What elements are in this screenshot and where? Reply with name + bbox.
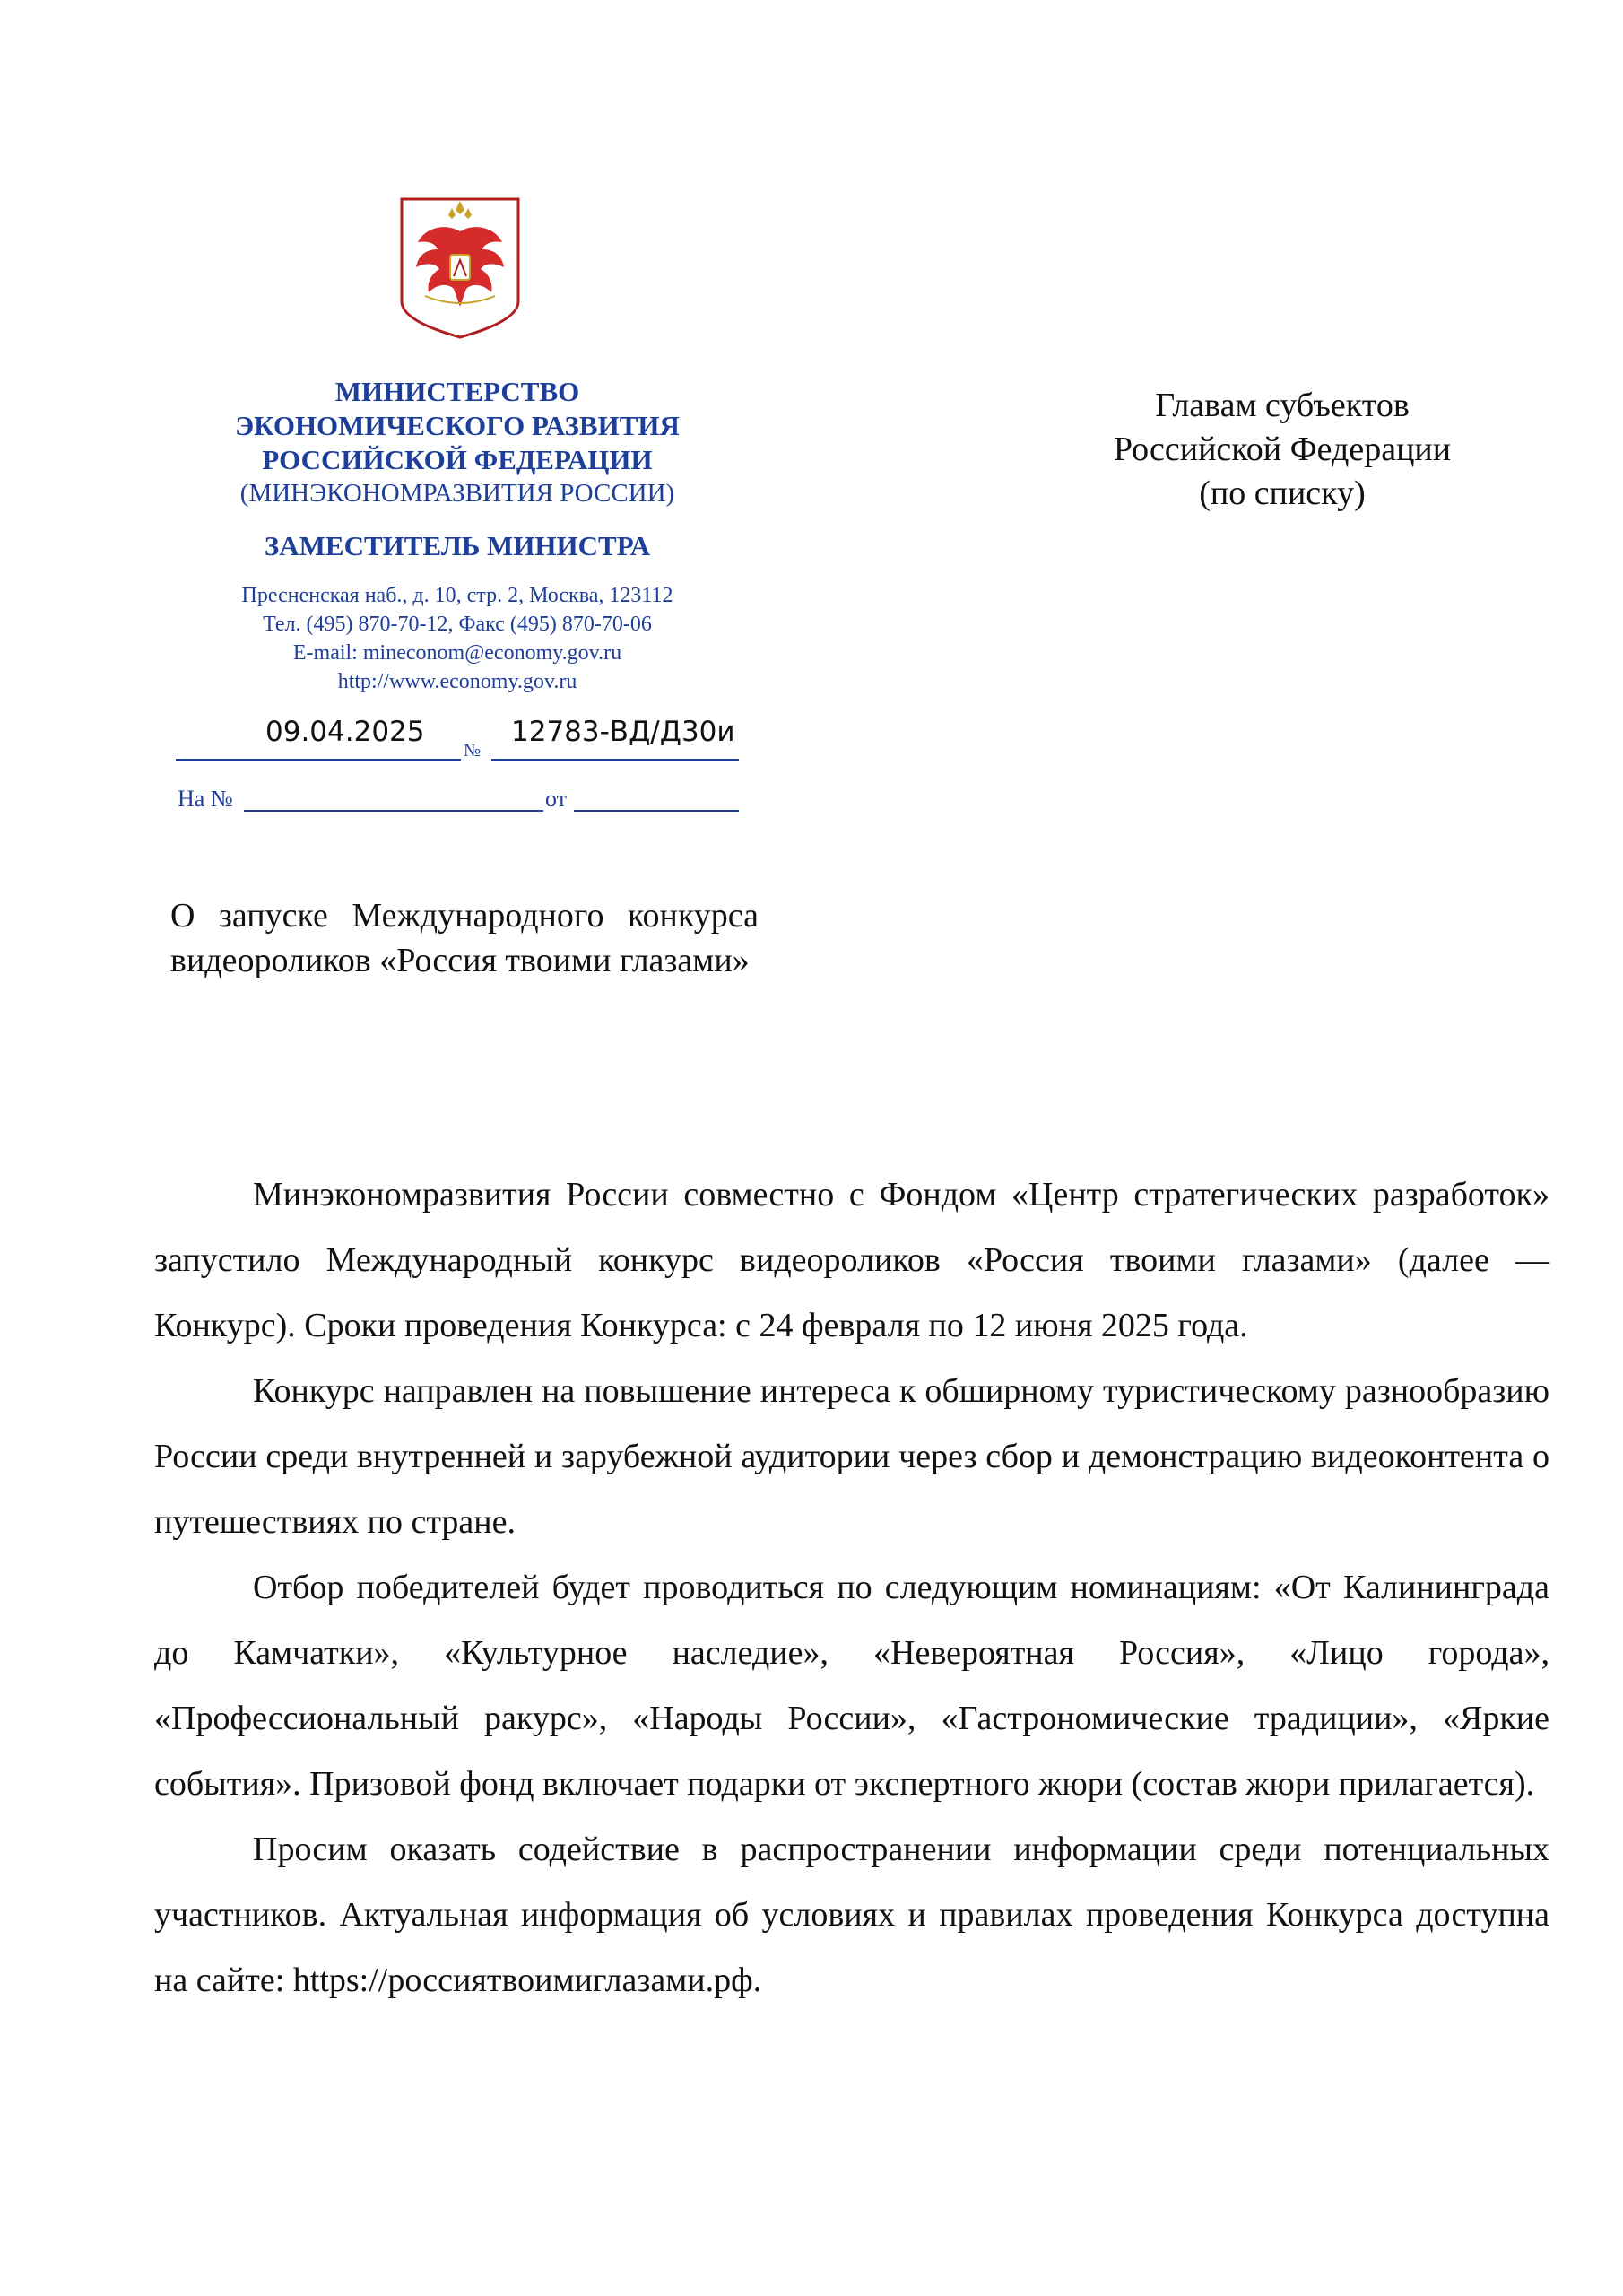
body-paragraph-2: Конкурс направлен на повышение интереса к обширному туристическому разнообразию России среди внутренней и зарубежной аудитории через сбор и демонстрацию видеоконтента о путешествиях по стране.: [154, 1372, 1549, 1541]
reply-number-label: На №: [178, 786, 233, 812]
date-underline: [176, 759, 461, 761]
number-underline: [491, 759, 739, 761]
email: E-mail: mineconom@economy.gov.ru: [292, 641, 622, 665]
website: http://www.economy.gov.ru: [337, 670, 577, 693]
ministry-name-line2: ЭКОНОМИЧЕСКОГО РАЗВИТИЯ: [235, 410, 680, 441]
number-sign: №: [464, 741, 482, 761]
contacts-block: [143, 581, 771, 696]
addressee: [1058, 384, 1506, 516]
russian-coat-of-arms-icon: [398, 196, 522, 341]
addressee-line3: (по списку): [1199, 474, 1366, 512]
addressee-line1: Главам субъектов: [1155, 387, 1410, 424]
ministry-short-name: (МИНЭКОНОМРАЗВИТИЯ РОССИИ): [239, 479, 675, 508]
addressee-line2: Российской Федерации: [1113, 430, 1452, 468]
letter-body: [154, 1162, 1549, 2013]
ministry-name-line1: МИНИСТЕРСТВО: [334, 376, 580, 407]
body-paragraph-3: Отбор победителей будет проводиться по следующим номинациям: «От Калининграда до Камчатки», «Культурное наследие», «Невероятная Россия», «Лицо города», «Профессиональный ракурс», «Народы России», «Гастрономические традиции», «Яркие события». Призовой фонд включает подарки от экспертного жюри (состав жюри прилагается).: [154, 1569, 1549, 1803]
letter-subject: О запуске Международного конкурса видеороликов «Россия твоими глазами»: [170, 897, 759, 979]
letterhead: [143, 375, 771, 696]
address: Пресненская наб., д. 10, стр. 2, Москва, 123112: [241, 584, 673, 607]
outgoing-number: 12783-ВД/Д30и: [511, 716, 735, 748]
reply-date-line: [574, 810, 739, 812]
body-paragraph-1: Минэкономразвития России совместно с Фондом «Центр стратегических разработок» запустило Международный конкурс видеороликов «Россия твоими глазами» (далее — Конкурс). Сроки проведения Конкурса: с 24 февраля по 12 июня 2025 года.: [154, 1176, 1549, 1344]
sender-position: ЗАМЕСТИТЕЛЬ МИНИСТРА: [264, 530, 651, 561]
reply-number-line: [244, 810, 543, 812]
phone-fax: Тел. (495) 870-70-12, Факс (495) 870-70-06: [263, 613, 652, 636]
reply-from-label: от: [545, 786, 568, 812]
body-paragraph-4: Просим оказать содействие в распространении информации среди потенциальных участников. Актуальная информация об условиях и правилах проведения Конкурса доступна на сайте: https://россиятвоимиглазами.рф.: [154, 1831, 1549, 1999]
outgoing-date: 09.04.2025: [265, 716, 425, 748]
ministry-name-line3: РОССИЙСКОЙ ФЕДЕРАЦИИ: [262, 444, 653, 475]
